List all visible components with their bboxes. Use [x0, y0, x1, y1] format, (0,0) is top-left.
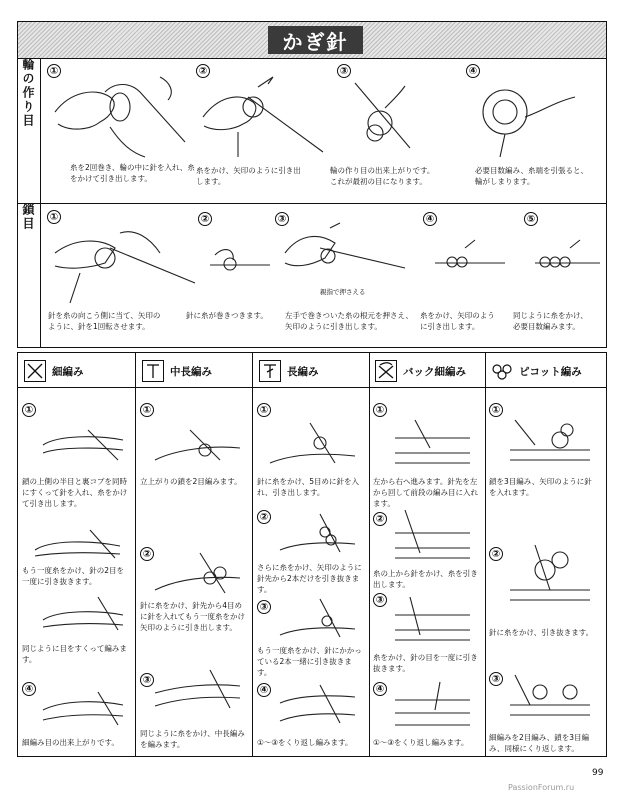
- col2-step-3-illustration: [150, 668, 245, 713]
- col3-step-1-caption: 針に糸をかけ、5目めに針を入れ、引き出します。: [257, 477, 359, 497]
- col2-step-2-number: ②: [140, 547, 154, 561]
- col2-step-2-caption: 針に糸をかけ、針先から4目めに針を入れてもう一度糸をかけ矢印のように引き出します。: [140, 601, 245, 632]
- ring-step-2-illustration: [198, 72, 328, 162]
- ring-step-1-caption: 糸を2回巻き、輪の中に針を入れ、糸をかけて引き出します。: [70, 163, 195, 183]
- chain-label-text: 鎖目: [21, 203, 35, 231]
- ring-step-4-illustration: [470, 72, 580, 162]
- chain-thumb-note: 親指で押さえる: [320, 288, 366, 296]
- column-3-title: 長編み: [287, 365, 319, 378]
- column-3-header: [259, 358, 319, 384]
- col1-step-1-illustration: [38, 425, 128, 465]
- col4-step-4-illustration: [390, 680, 475, 732]
- col5-step-1-caption: 鎖を3目編み、矢印のように針を入れます。: [489, 477, 592, 497]
- column-2-title: 中長編み: [170, 365, 212, 378]
- col4-step-3-caption: 糸をかけ、針の目を一度に引き抜きます。: [373, 653, 478, 673]
- col2-step-1-number: ①: [140, 403, 154, 417]
- column-1-title: 細編み: [52, 365, 84, 378]
- chain-step-3-caption: 左手で巻きついた糸の根元を押さえ、 矢印のように引き出します。: [285, 311, 413, 331]
- col3-step-4-caption: ①～③をくり返し編みます。: [257, 738, 353, 747]
- picot-symbol-icon: [491, 360, 513, 382]
- col5-step-2-illustration: [505, 540, 595, 610]
- col3-step-2-number: ②: [257, 510, 271, 524]
- col2-step-1-caption: 立上がりの鎖を2目編みます。: [140, 477, 242, 486]
- chain-step-4-caption: 糸をかけ、矢印のよう に引き出します。: [420, 311, 495, 331]
- ring-step-1-number: ①: [47, 64, 61, 78]
- col5-step-3-number: ③: [489, 672, 503, 686]
- col3-step-4-number: ④: [257, 683, 271, 697]
- chain-step-5-number: ⑤: [524, 212, 538, 226]
- col1-step-1-number: ①: [22, 403, 36, 417]
- chain-step-2-illustration: [205, 240, 275, 280]
- col3-step-2-caption: さらに糸をかけ、矢印のように針先から2本だけを引き抜きます。: [257, 563, 362, 594]
- chain-step-2-number: ②: [198, 212, 212, 226]
- col3-step-3-number: ③: [257, 600, 271, 614]
- col5-step-3-illustration: [505, 670, 595, 725]
- ring-step-4-number: ④: [466, 64, 480, 78]
- column-divider-3: [369, 352, 370, 757]
- column-5-header: [491, 358, 582, 384]
- col4-step-3-number: ③: [373, 593, 387, 607]
- col2-step-3-number: ③: [140, 673, 154, 687]
- col1-step-4-caption: 細編み目の出来上がりです。: [22, 738, 119, 747]
- col5-step-2-number: ②: [489, 547, 503, 561]
- col2-step-3-caption: 同じように糸をかけ、中長編みを編みます。: [140, 729, 245, 749]
- col3-step-4-illustration: [275, 683, 360, 728]
- chain-step-4-illustration: [430, 238, 510, 278]
- chain-step-3-illustration: [280, 218, 410, 298]
- col2-step-1-illustration: [150, 420, 245, 470]
- half-double-symbol-icon: [142, 360, 164, 382]
- column-divider-2: [252, 352, 253, 757]
- col1-step-2-caption: もう一度糸をかけ、針の2目を一度に引き抜きます。: [22, 566, 124, 586]
- page-number: 99: [592, 768, 604, 778]
- section-divider: [17, 203, 607, 204]
- ring-step-2-caption: 糸をかけ、矢印のように引き出します。: [196, 166, 301, 186]
- col4-step-2-number: ②: [373, 512, 387, 526]
- col4-step-1-illustration: [390, 418, 475, 468]
- col3-step-3-caption: もう一度糸をかけ、針にかかっている2本一緒に引き抜きます。: [257, 646, 362, 677]
- col1-step-3-caption: 同じように目をすくって編みます。: [22, 644, 127, 664]
- chain-step-1-illustration: [50, 218, 200, 308]
- watermark: PassionForum.ru: [508, 783, 575, 792]
- chain-step-5-illustration: [530, 238, 605, 278]
- col4-step-2-illustration: [390, 508, 475, 563]
- page-title: かぎ針: [268, 26, 363, 54]
- ring-section-label: [17, 58, 41, 204]
- column-4-title: バック細編み: [403, 365, 466, 378]
- ring-step-2-number: ②: [196, 64, 210, 78]
- col4-step-1-caption: 左から右へ進みます。針先を左から回して前段の編み目に入れます。: [373, 477, 478, 508]
- chain-step-1-number: ①: [47, 210, 61, 224]
- col3-step-1-number: ①: [257, 403, 271, 417]
- col4-step-2-caption: 糸の上から針をかけ、糸を引き出します。: [373, 569, 478, 589]
- column-divider-1: [135, 352, 136, 757]
- chain-step-2-caption: 針に糸が巻きつきます。: [186, 311, 268, 320]
- column-header-rule: [17, 387, 607, 388]
- col1-step-4-number: ④: [22, 682, 36, 696]
- col5-step-3-caption: 細編みを2目編み、鎖を3目編み、同様にくり返します。: [489, 733, 589, 753]
- reverse-single-crochet-symbol-icon: [375, 360, 397, 382]
- col1-step-2-illustration: [30, 528, 125, 563]
- col4-step-4-caption: ①～③をくり返し編みます。: [373, 738, 469, 747]
- column-4-header: [375, 358, 466, 384]
- column-1-header: [24, 358, 84, 384]
- col2-step-2-illustration: [150, 548, 245, 598]
- col5-step-1-illustration: [505, 415, 595, 470]
- chain-step-1-caption: 針を糸の向こう側に当て、矢印の ように、針を1回転させます。: [48, 311, 161, 331]
- chain-step-5-caption: 同じように糸をかけ、 必要目数編みます。: [513, 311, 588, 331]
- chain-step-4-number: ④: [423, 212, 437, 226]
- col4-step-4-number: ④: [373, 682, 387, 696]
- col4-step-1-number: ①: [373, 403, 387, 417]
- col5-step-1-number: ①: [489, 403, 503, 417]
- column-2-header: [142, 358, 212, 384]
- col1-step-1-caption: 鎖の上側の半目と裏コブを同時にすくって針を入れ、糸をかけて引き出します。: [22, 477, 128, 508]
- col1-step-4-illustration: [38, 690, 128, 730]
- ring-step-3-caption: 輪の作り目の出来上がりです。 これが最初の目になります。: [330, 166, 435, 186]
- col1-step-3-illustration: [38, 595, 128, 635]
- ring-step-1-illustration: [50, 72, 190, 162]
- ring-step-3-number: ③: [337, 64, 351, 78]
- ring-step-4-caption: 必要目数編み、糸端を引張ると、 輪がしまります。: [475, 166, 588, 186]
- col3-step-2-illustration: [275, 512, 360, 557]
- chain-step-3-number: ③: [275, 212, 289, 226]
- ring-label-text: 輪の作り目: [21, 58, 35, 128]
- col4-step-3-illustration: [390, 595, 475, 645]
- col3-step-1-illustration: [265, 418, 360, 473]
- chain-section-label: [17, 203, 41, 348]
- column-divider-4: [485, 352, 486, 757]
- double-crochet-symbol-icon: [259, 360, 281, 382]
- col5-step-2-caption: 針に糸をかけ、引き抜きます。: [489, 628, 594, 637]
- column-5-title: ピコット編み: [519, 365, 582, 378]
- ring-step-3-illustration: [345, 78, 425, 158]
- single-crochet-symbol-icon: [24, 360, 46, 382]
- col3-step-3-illustration: [275, 597, 360, 642]
